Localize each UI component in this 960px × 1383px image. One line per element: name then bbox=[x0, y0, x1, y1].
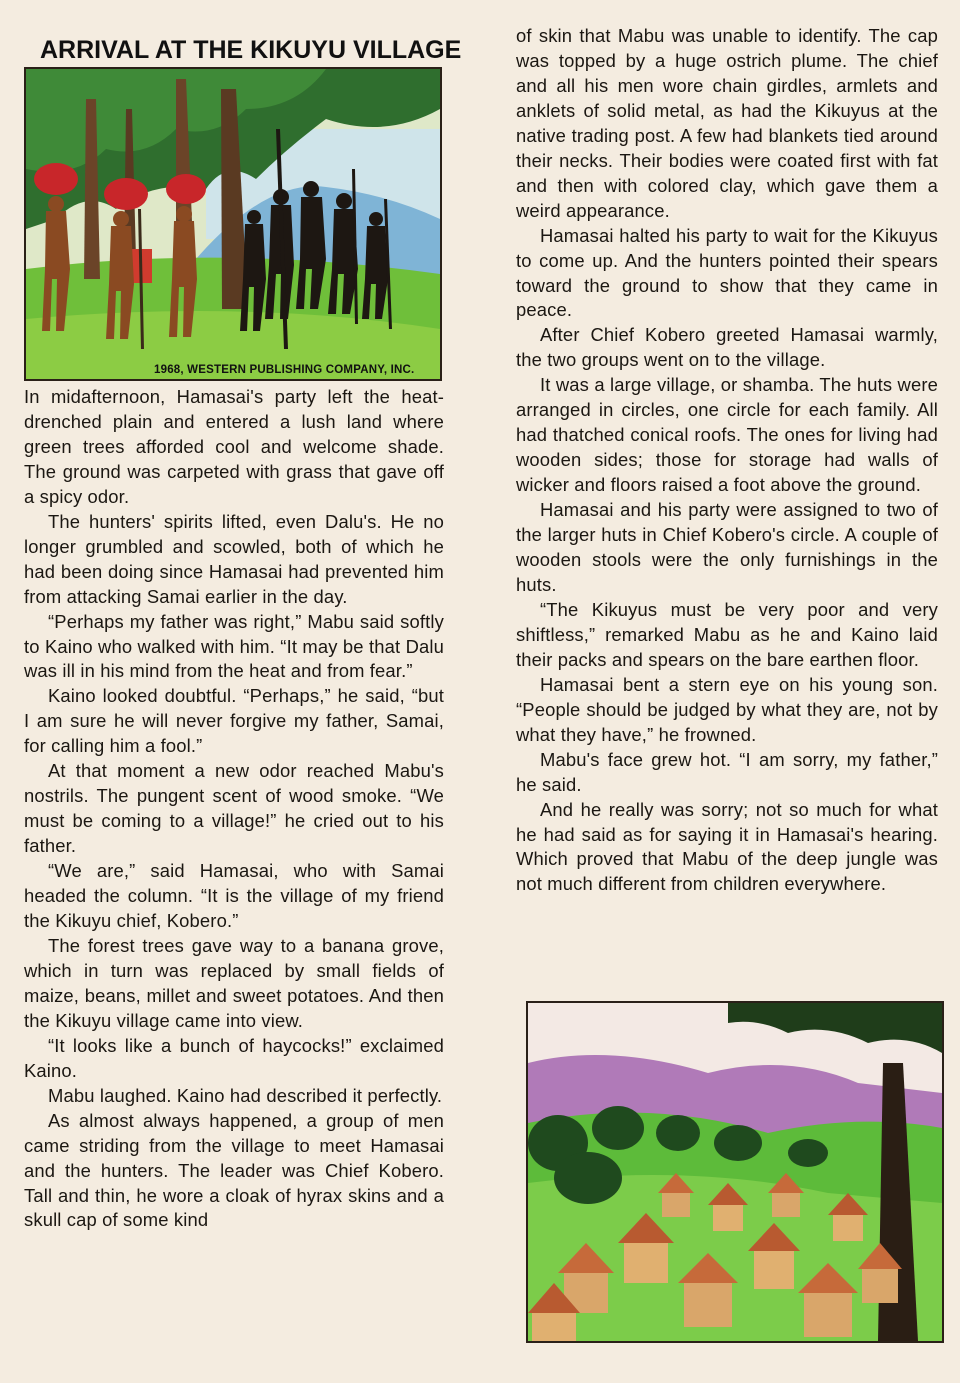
left-column-text bbox=[24, 385, 444, 1233]
paragraph: Hamasai and his party were assigned to two of the larger huts in Chief Kobero's circle. A couple of wooden stools were the only furnishings in the huts. bbox=[516, 499, 938, 595]
article-title: ARRIVAL AT THE KIKUYU VILLAGE bbox=[40, 36, 462, 64]
paragraph: The forest trees gave way to a banana grove, which in turn was replaced by small fields of maize, beans, millet and sweet potatoes. And then the Kikuyu village came into view. bbox=[24, 934, 444, 1031]
right-column-text bbox=[516, 24, 938, 897]
paragraph: And he really was sorry; not so much for what he had said as for saying it in Hamasai's hearing. Which proved that Mabu of the deep jungle was not much different from children everywhere. bbox=[516, 798, 938, 895]
paragraph: “We are,” said Hamasai, who with Samai headed the column. “It is the village of my friend the Kikuyu chief, Kobero.” bbox=[24, 860, 444, 932]
paragraph: At that moment a new odor reached Mabu's nostrils. The pungent scent of wood smoke. “We must be coming to a village!” he cried out to his father. bbox=[24, 760, 444, 857]
paragraph: “The Kikuyus must be very poor and very shiftless,” remarked Mabu as he and Kaino laid their packs and spears on the bare earthen floor. bbox=[516, 598, 938, 670]
paragraph: It was a large village, or shamba. The huts were arranged in circles, one circle for each family. All had thatched conical roofs. The ones for living had wooden sides; those for storage had walls of wicker and floors raised a foot above the ground. bbox=[516, 374, 938, 496]
paragraph: Kaino looked doubtful. “Perhaps,” he said, “but I am sure he will never forgive my father, Samai, for calling him a fool.” bbox=[24, 685, 444, 757]
copyright-credit: 1968, WESTERN PUBLISHING COMPANY, INC. bbox=[154, 364, 415, 376]
paragraph: Hamasai bent a stern eye on his young son. “People should be judged by what they are, not by what they have,” he frowned. bbox=[516, 673, 938, 745]
paragraph: Mabu's face grew hot. “I am sorry, my father,” he said. bbox=[516, 748, 938, 795]
paragraph: “It looks like a bunch of haycocks!” exclaimed Kaino. bbox=[24, 1034, 444, 1081]
paragraph: In midafternoon, Hamasai's party left the heat-drenched plain and entered a lush land where green trees afforded cool and welcome shade. The ground was carpeted with grass that gave off a spicy odor. bbox=[24, 386, 444, 507]
left-column bbox=[24, 32, 462, 1233]
village-illustration bbox=[526, 1001, 944, 1343]
paragraph: After Chief Kobero greeted Hamasai warmly, the two groups went on to the village. bbox=[516, 324, 938, 371]
paragraph: Hamasai halted his party to wait for the Kikuyus to come up. And the hunters pointed their spears toward the ground to show that they came in peace. bbox=[516, 224, 938, 321]
hunters-illustration bbox=[24, 67, 442, 381]
paragraph: The hunters' spirits lifted, even Dalu's. He no longer grumbled and scowled, both of which he had been doing since Hamasai had prevented him from attacking Samai earlier in the day. bbox=[24, 510, 444, 607]
right-column bbox=[516, 24, 938, 897]
paragraph: “Perhaps my father was right,” Mabu said softly to Kaino who walked with him. “It may be that Dalu was ill in his mind from the heat and from fear.” bbox=[24, 610, 444, 682]
paragraph: of skin that Mabu was unable to identify. The cap was topped by a huge ostrich plume. The chief and all his men wore chain girdles, armlets and anklets of solid metal, as had the Kikuyus at the native trading post. A few had blankets tied around their necks. Their bodies were coated first with fat and then with colored clay, which gave them a weird appearance. bbox=[516, 25, 938, 221]
paragraph: Mabu laughed. Kaino had described it perfectly. bbox=[48, 1084, 443, 1106]
paragraph: As almost always happened, a group of men came striding from the village to meet Hamasai and the hunters. The leader was Chief Kobero. Tall and thin, he wore a cloak of hyrax skins and a skull cap of some kind bbox=[24, 1109, 444, 1231]
